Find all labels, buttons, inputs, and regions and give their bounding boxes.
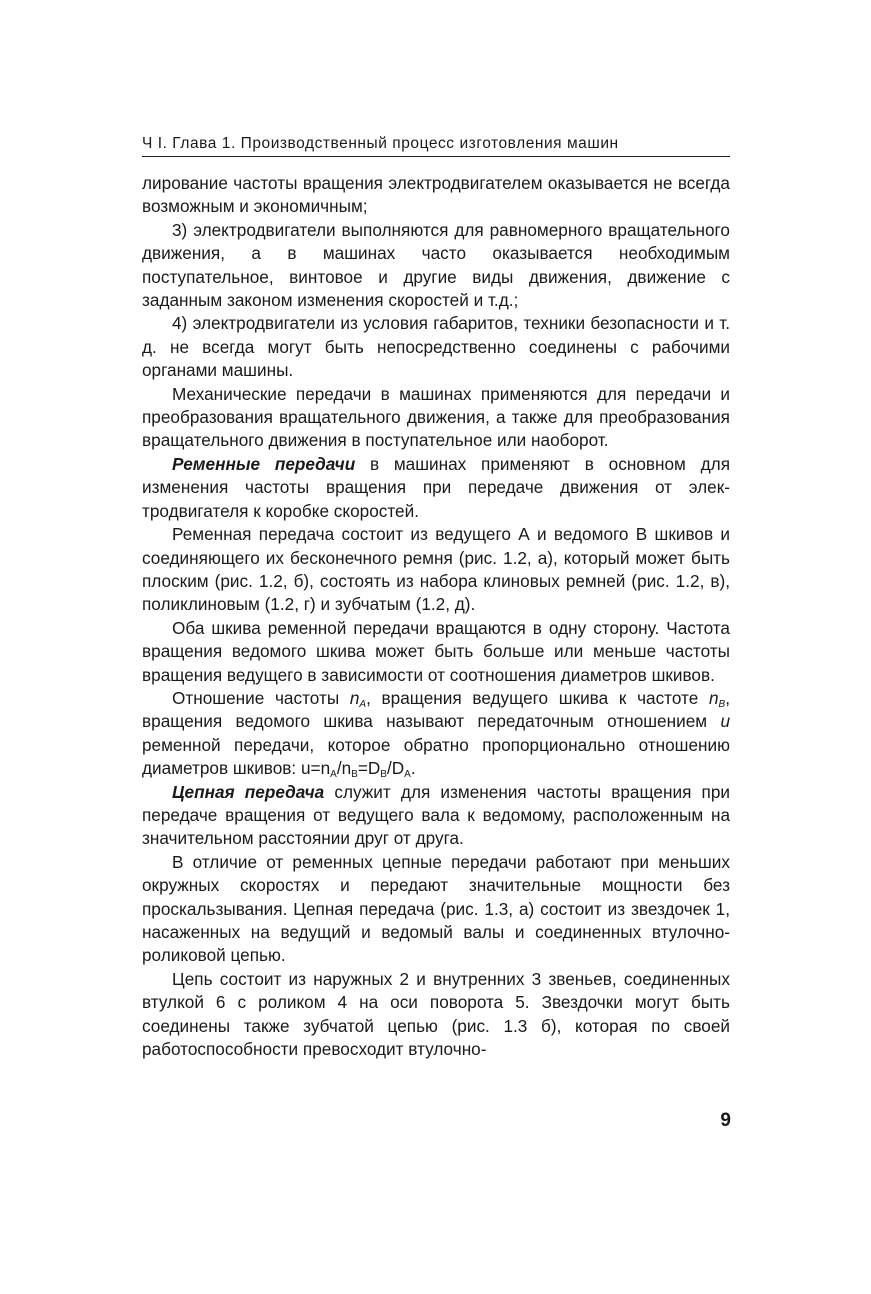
running-header: Ч I. Глава 1. Производственный процесс изготовления машин [142, 134, 730, 157]
paragraph-mechanical-transmissions: Механические передачи в машинах применяются для передачи и преобразования вращательного движения, а также для преобразования вращательного движения в поступательное или наоборот. [142, 383, 730, 451]
term-belt-drives: Ременные передачи [172, 453, 356, 474]
paragraph-gear-ratio [142, 687, 730, 781]
ratio-text-1: Отношение частоты [172, 687, 350, 708]
symbol-n-b: $n_B$ [708, 687, 726, 710]
ratio-text-3: , вращения ведомого шкива называют передаточным отношением [142, 687, 730, 732]
paragraph-chain-vs-belt: В отличие от ременных цепные передачи работают при меньших окружных скоростях и передают значительные мощности без проскальзывания. Цепная передача (рис. 1.3, а) состоит из звездочек 1, насаженных на ведущий и ведомый валы и соединенных втулочно-роликовой цепью. [142, 851, 730, 966]
paragraph-item-4: 4) электродвигатели из условия габаритов, техники безопасности и т. д. не всегда могут быть непосредственно соединены с рабочими органами машины. [142, 313, 730, 381]
page-number: 9 [720, 1110, 731, 1131]
paragraph-continued: лирование частоты вращения электродвигателем оказывается не всегда возможным и экономичным; [142, 173, 730, 217]
symbol-n-a: $n_A$ [349, 687, 367, 710]
term-chain-drive: Цепная передача [172, 781, 325, 802]
page-body [142, 172, 730, 1061]
paragraph-belt-drives-text: в машинах применяют в основном для изменения частоты вращения при передаче движения от электродвигателя к коробке скоростей. [142, 453, 730, 521]
paragraph-chain-drive [142, 781, 730, 851]
paragraph-chain-drive-text: служит для изменения частоты вращения при передаче вращения от ведущего вала к ведомому, расположенным на значительном расстоянии друг от друга. [142, 781, 730, 849]
paragraph-pulley-rotation: Оба шкива ременной передачи вращаются в одну сторону. Частота вращения ведомого шкива может быть больше или меньше частоты вращения ведущего в зависимости от соотношения диаметров шкивов. [142, 617, 730, 685]
paragraph-belt-composition: Ременная передача состоит из ведущего А и ведомого В шкивов и соединяющего их бесконечного ремня (рис. 1.2, а), который может быть плоским (рис. 1.2, б), состоять из набора клиновых ремней (рис. 1.2, в), поликлиновым (1.2, г) и зубчатым (1.2, д). [142, 524, 730, 615]
symbol-u: u [720, 711, 730, 732]
paragraph-belt-drives [142, 453, 730, 523]
ratio-text-2: , вращения ведущего шкива к частоте [366, 687, 709, 708]
paragraph-item-3: 3) электродвигатели выполняются для равномерного вращательного движения, а в машинах часто оказывается необходимым поступательное, винтовое и другие виды движения, движение с заданным законом изменения скоростей и т.д.; [142, 219, 730, 311]
paragraph-chain-structure: Цепь состоит из наружных 2 и внутренних 3 звеньев, соединенных втулкой 6 с роликом 4 на оси поворота 5. Звездочки могут быть соединены также зубчатой цепью (рис. 1.3 б), которая по своей работоспособности превосходит втулочно- [142, 968, 730, 1060]
formula: ременной передачи, которое обратно пропорционально отношению диаметров шкивов: $u=n_A/n_B=D_B/D_A$. [142, 734, 730, 781]
